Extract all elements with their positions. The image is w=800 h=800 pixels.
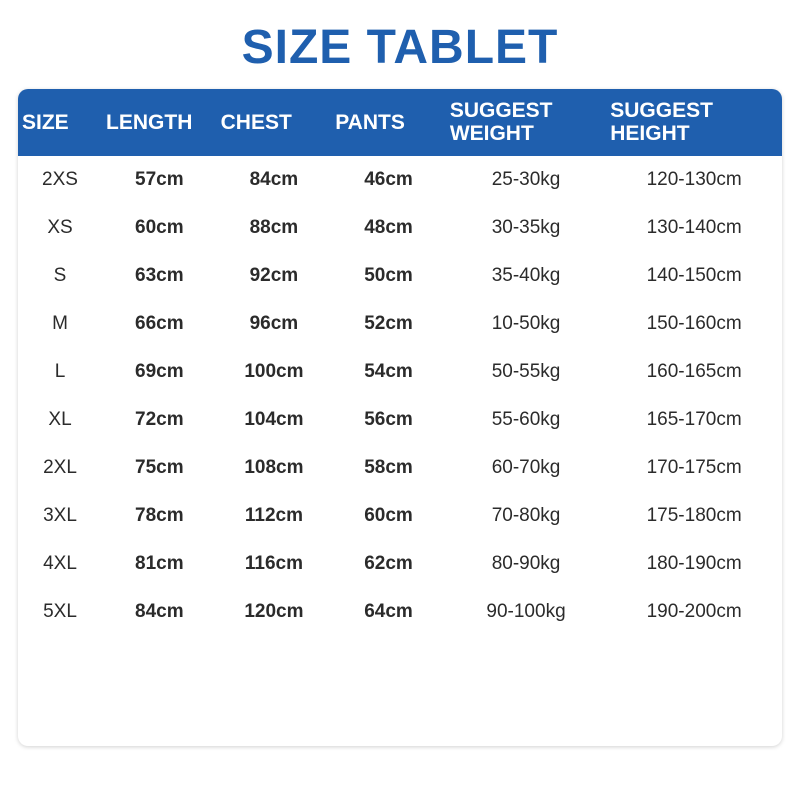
cell-weight: 80-90kg	[491, 552, 561, 574]
cell-size: XS	[47, 216, 73, 238]
cell-length: 69cm	[135, 360, 184, 382]
cell-length: 84cm	[135, 600, 184, 622]
cell-chest: 92cm	[249, 264, 299, 286]
cell-length: 60cm	[135, 216, 184, 238]
cell-chest: 84cm	[249, 168, 299, 190]
cell-pants: 60cm	[364, 504, 413, 526]
cell-length: 66cm	[135, 312, 184, 334]
cell-height: 165-170cm	[646, 408, 742, 430]
cell-height: 175-180cm	[646, 504, 742, 526]
cell-size: L	[54, 360, 66, 382]
cell-weight: 55-60kg	[491, 408, 561, 430]
cell-weight: 30-35kg	[491, 216, 561, 238]
cell-weight: 60-70kg	[491, 456, 561, 478]
column-header-pants: PANTS	[335, 110, 405, 134]
table-row	[18, 588, 782, 636]
cell-size: 5XL	[43, 600, 77, 622]
table-header	[18, 89, 782, 156]
cell-length: 78cm	[135, 504, 184, 526]
table-row	[18, 444, 782, 492]
cell-size: XL	[48, 408, 72, 430]
cell-size: S	[53, 264, 67, 286]
cell-chest: 120cm	[244, 600, 304, 622]
cell-height: 140-150cm	[646, 264, 742, 286]
cell-chest: 112cm	[244, 504, 303, 526]
cell-size: 3XL	[43, 504, 77, 526]
cell-height: 180-190cm	[646, 552, 742, 574]
cell-pants: 54cm	[364, 360, 413, 382]
cell-weight: 50-55kg	[491, 360, 561, 382]
cell-pants: 50cm	[364, 264, 413, 286]
cell-weight: 25-30kg	[491, 168, 561, 190]
cell-chest: 108cm	[244, 456, 304, 478]
table-row	[18, 396, 782, 444]
cell-weight: 90-100kg	[486, 600, 566, 622]
cell-chest: 116cm	[244, 552, 303, 574]
table-row	[18, 492, 782, 540]
cell-length: 72cm	[135, 408, 184, 430]
column-header-suggest-height: SUGGEST HEIGHT	[610, 98, 713, 146]
table-body	[18, 156, 782, 636]
size-table	[18, 89, 782, 636]
cell-pants: 56cm	[364, 408, 413, 430]
column-header-size: SIZE	[22, 110, 69, 134]
cell-pants: 64cm	[364, 600, 413, 622]
page-title: SIZE TABLET	[241, 21, 559, 74]
cell-height: 120-130cm	[646, 168, 742, 190]
cell-chest: 104cm	[244, 408, 304, 430]
cell-length: 63cm	[135, 264, 184, 286]
cell-length: 75cm	[135, 456, 184, 478]
cell-height: 160-165cm	[646, 360, 742, 382]
column-header-suggest-weight: SUGGEST WEIGHT	[449, 98, 553, 146]
table-row	[18, 540, 782, 588]
column-header-chest: CHEST	[220, 110, 292, 134]
size-table-container	[18, 89, 782, 746]
cell-pants: 58cm	[364, 456, 413, 478]
column-header-length: LENGTH	[106, 110, 193, 134]
cell-pants: 46cm	[364, 168, 413, 190]
cell-weight: 70-80kg	[491, 504, 561, 526]
cell-pants: 48cm	[364, 216, 413, 238]
cell-size: 2XS	[42, 168, 78, 190]
cell-length: 57cm	[135, 168, 184, 190]
cell-height: 170-175cm	[646, 456, 742, 478]
cell-chest: 88cm	[249, 216, 299, 238]
cell-size: 4XL	[43, 552, 77, 574]
cell-height: 190-200cm	[646, 600, 742, 622]
cell-pants: 52cm	[364, 312, 413, 334]
table-row	[18, 300, 782, 348]
cell-weight: 35-40kg	[491, 264, 561, 286]
cell-length: 81cm	[135, 552, 184, 574]
cell-size: M	[52, 312, 68, 334]
cell-size: 2XL	[43, 456, 77, 478]
cell-pants: 62cm	[364, 552, 413, 574]
table-row	[18, 252, 782, 300]
table-bottom-spacer	[18, 636, 782, 746]
cell-height: 130-140cm	[646, 216, 742, 238]
table-header-row	[18, 89, 782, 156]
table-row	[18, 204, 782, 252]
table-row	[18, 156, 782, 204]
cell-height: 150-160cm	[646, 312, 742, 334]
cell-chest: 100cm	[244, 360, 304, 382]
cell-chest: 96cm	[249, 312, 299, 334]
table-row	[18, 348, 782, 396]
cell-weight: 10-50kg	[491, 312, 561, 334]
